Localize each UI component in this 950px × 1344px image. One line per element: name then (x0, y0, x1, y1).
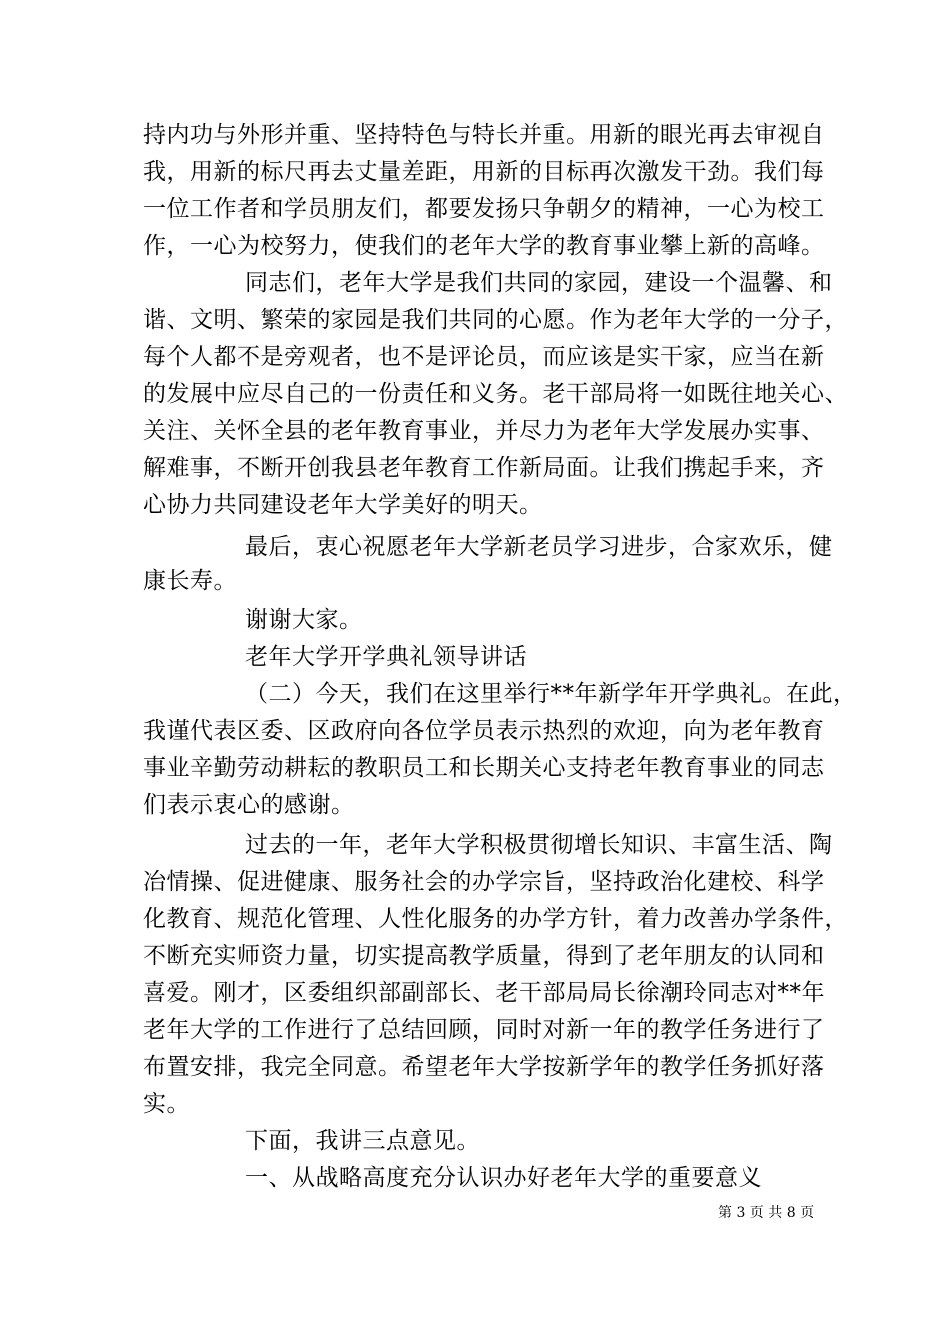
text-line: 每个人都不是旁观者，也不是评论员，而应该是实干家，应当在新 (143, 344, 825, 370)
text-line: 过去的一年，老年大学积极贯彻增长知识、丰富生活、陶 (245, 832, 833, 858)
text-line: 不断充实师资力量，切实提高教学质量，得到了老年朋友的认同和 (143, 943, 825, 969)
text-line: 的发展中应尽自己的一份责任和义务。老干部局将一如既往地关心、 (143, 381, 848, 407)
text-line: 实。 (143, 1091, 190, 1117)
text-line: 化教育、规范化管理、人性化服务的办学方针，着力改善办学条件， (143, 906, 848, 932)
text-line: 作，一心为校努力，使我们的老年大学的教育事业攀上新的高峰。 (143, 233, 825, 259)
text-line: 最后，衷心祝愿老年大学新老员学习进步，合家欢乐，健 (245, 534, 833, 560)
text-line: 们表示衷心的感谢。 (143, 792, 355, 818)
text-line: 下面，我讲三点意见。 (245, 1128, 480, 1154)
text-line: 谐、文明、繁荣的家园是我们共同的心愿。作为老年大学的一分子， (143, 307, 848, 333)
text-line: 同志们，老年大学是我们共同的家园，建设一个温馨、和 (245, 270, 833, 296)
text-line: 谢谢大家。 (245, 607, 363, 633)
text-line: 布置安排，我完全同意。希望老年大学按新学年的教学任务抓好落 (143, 1054, 825, 1080)
text-line: 一位工作者和学员朋友们，都要发扬只争朝夕的精神，一心为校工 (143, 196, 825, 222)
section-title: 老年大学开学典礼领导讲话 (245, 644, 527, 670)
text-line: 持内功与外形并重、坚持特色与特长并重。用新的眼光再去审视自 (143, 122, 825, 148)
text-line: 冶情操、促进健康、服务社会的办学宗旨，坚持政治化建校、科学 (143, 869, 825, 895)
page-number-footer: 第 3 页 共 8 页 (718, 1205, 815, 1221)
text-line: 我谨代表区委、区政府向各位学员表示热烈的欢迎，向为老年教育 (143, 718, 825, 744)
text-line: 喜爱。刚才，区委组织部副部长、老干部局局长徐潮玲同志对**年 (143, 980, 825, 1006)
text-line: 康长寿。 (143, 568, 237, 594)
text-line: 心协力共同建设老年大学美好的明天。 (143, 492, 543, 518)
text-line: 一、从战略高度充分认识办好老年大学的重要意义 (245, 1165, 762, 1191)
text-line: 解难事，不断开创我县老年教育工作新局面。让我们携起手来，齐 (143, 455, 825, 481)
text-line: 事业辛勤劳动耕耘的教职员工和长期关心支持老年教育事业的同志 (143, 755, 825, 781)
text-line: 我，用新的标尺再去丈量差距，用新的目标再次激发干劲。我们每 (143, 159, 825, 185)
text-line: （二）今天，我们在这里举行**年新学年开学典礼。在此， (245, 681, 857, 707)
text-line: 老年大学的工作进行了总结回顾，同时对新一年的教学任务进行了 (143, 1017, 825, 1043)
text-line: 关注、关怀全县的老年教育事业，并尽力为老年大学发展办实事、 (143, 418, 825, 444)
